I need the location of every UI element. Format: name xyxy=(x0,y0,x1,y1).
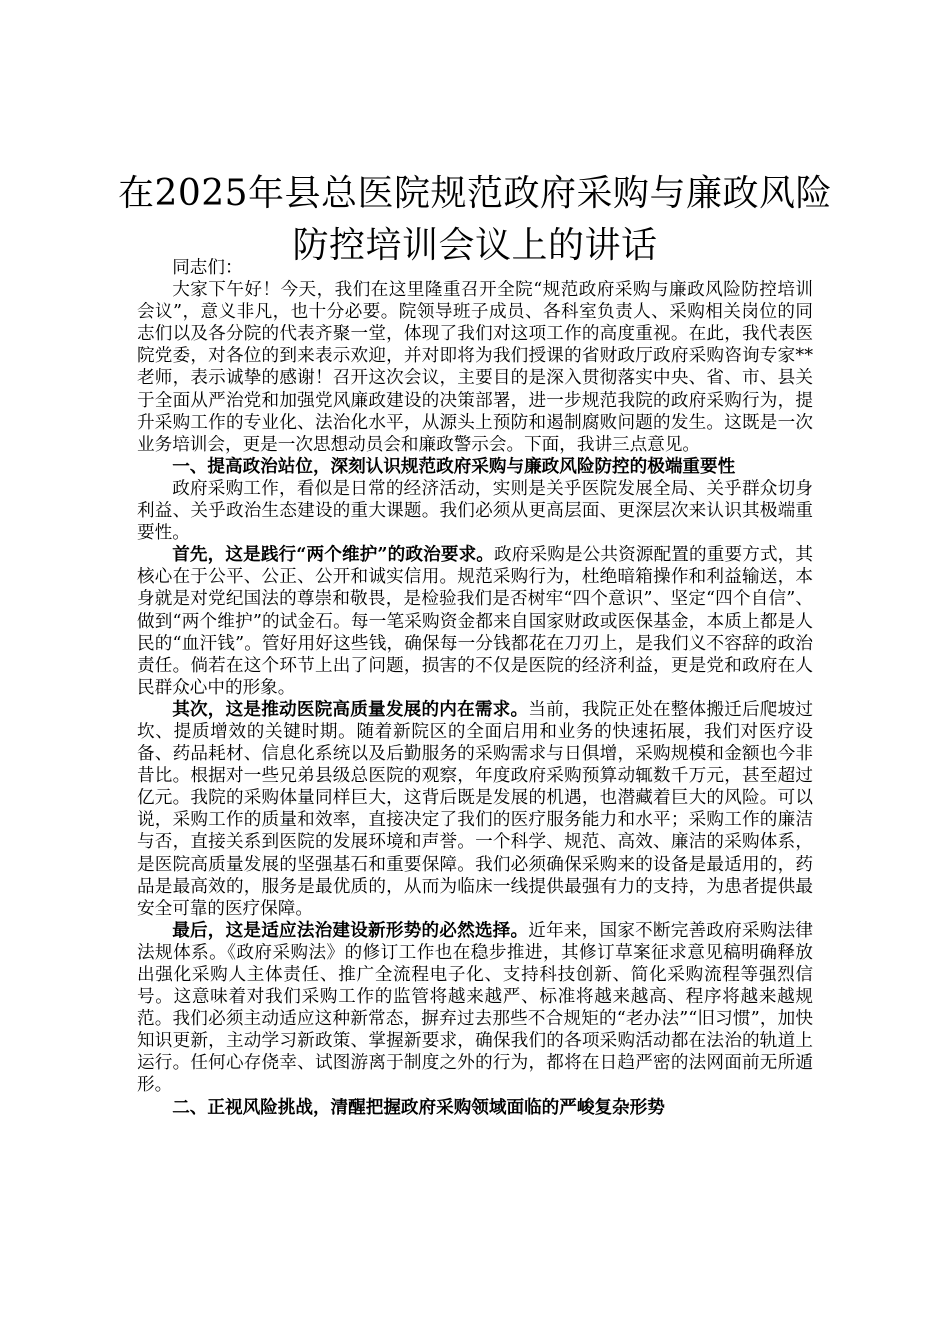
intro-paragraph: 大家下午好！今天，我们在这里隆重召开全院“规范政府采购与廉政风险防控培训会议”，意义非凡，也十分必要。院领导班子成员、各科室负责人、采购相关岗位的同志们以及各分院的代表齐聚一堂，体现了我们对这项工作的高度重视。在此，我代表医院党委，对各位的到来表示欢迎，并对即将为我们授课的省财政厅政府采购咨询专家**老师，表示诚挚的感谢！召开这次会议，主要目的是深入贯彻落实中央、省、市、县关于全面从严治党和加强党风廉政建设的决策部署，进一步规范我院的政府采购行为，提升采购工作的专业化、法治化水平，从源头上预防和遏制腐败问题的发生。这既是一次业务培训会，更是一次思想动员会和廉政警示会。下面，我讲三点意见。 xyxy=(137,280,813,455)
document-body xyxy=(137,257,813,1119)
paragraph-2-body: 政府采购是公共资源配置的重要方式，其核心在于公平、公正、公开和诚实信用。规范采购行为，杜绝暗箱操作和利益输送，本身就是对党纪国法的尊崇和敬畏，是检验我们是否树牢“四个意识”、坚定“四个自信”、做到“两个维护”的试金石。每一笔采购资金都来自国家财政或医保基金，本质上都是人民的“血汗钱”。管好用好这些钱，确保每一分钱都花在刀刃上，是我们义不容辞的政治责任。倘若在这个环节上出了问题，损害的不仅是医院的经济利益，更是党和政府在人民群众心中的形象。 xyxy=(137,545,813,698)
paragraph-3-lead: 其次，这是推动医院高质量发展的内在需求。 xyxy=(172,698,529,720)
paragraph-2-lead: 首先，这是践行“两个维护”的政治要求。 xyxy=(172,544,495,566)
paragraph-4-body: 近年来，国家不断完善政府采购法律法规体系。《政府采购法》的修订工作也在稳步推进，其修订草案征求意见稿明确释放出强化采购人主体责任、推广全流程电子化、支持科技创新、简化采购流程等强烈信号。这意味着对我们采购工作的监管将越来越严、标准将越来越高、程序将越来越规范。我们必须主动适应这种新常态，摒弃过去那些不合规矩的“老办法”“旧习惯”，加快知识更新，主动学习新政策、掌握新要求，确保我们的各项采购活动都在法治的轨道上运行。任何心存侥幸、试图游离于制度之外的行为，都将在日趋严密的法网面前无所遁形。 xyxy=(137,920,813,1096)
title-line-1: 在2025年县总医院规范政府采购与廉政风险 xyxy=(117,173,833,214)
paragraph-4 xyxy=(137,920,813,1097)
paragraph-3-body: 当前，我院正处在整体搬迁后爬坡过坎、提质增效的关键时期。随着新院区的全面启用和业务的快速拓展，我们对医疗设备、药品耗材、信息化系统以及后勤服务的采购需求与日俱增，采购规模和金额也今非昔比。根据对一些兄弟县级总医院的观察，年度政府采购预算动辄数千万元，甚至超过亿元。我院的采购体量同样巨大，这背后既是发展的机遇，也潜藏着巨大的风险。可以说，采购工作的质量和效率，直接决定了我们的医疗服务能力和水平；采购工作的廉洁与否，直接关系到医院的发展环境和声誉。一个科学、规范、高效、廉洁的采购体系，是医院高质量发展的坚强基石和重要保障。我们必须确保采购来的设备是最适用的，药品是最高效的，服务是最优质的，从而为临床一线提供最强有力的支持，为患者提供最安全可靠的医疗保障。 xyxy=(137,699,813,919)
paragraph-1: 政府采购工作，看似是日常的经济活动，实则是关乎医院发展全局、关乎群众切身利益、关乎政治生态建设的重大课题。我们必须从更高层面、更深层次来认识其极端重要性。 xyxy=(137,478,813,544)
title-line-2: 防控培训会议上的讲话 xyxy=(292,225,658,266)
paragraph-4-lead: 最后，这是适应法治建设新形势的必然选择。 xyxy=(172,919,529,941)
section-heading-2: 二、正视风险挑战，清醒把握政府采购领域面临的严峻复杂形势 xyxy=(172,1096,665,1118)
paragraph-3 xyxy=(137,699,813,920)
section-heading-1: 一、提高政治站位，深刻认识规范政府采购与廉政风险防控的极端重要性 xyxy=(172,455,736,477)
paragraph-2 xyxy=(137,544,813,699)
salutation: 同志们： xyxy=(172,258,243,278)
